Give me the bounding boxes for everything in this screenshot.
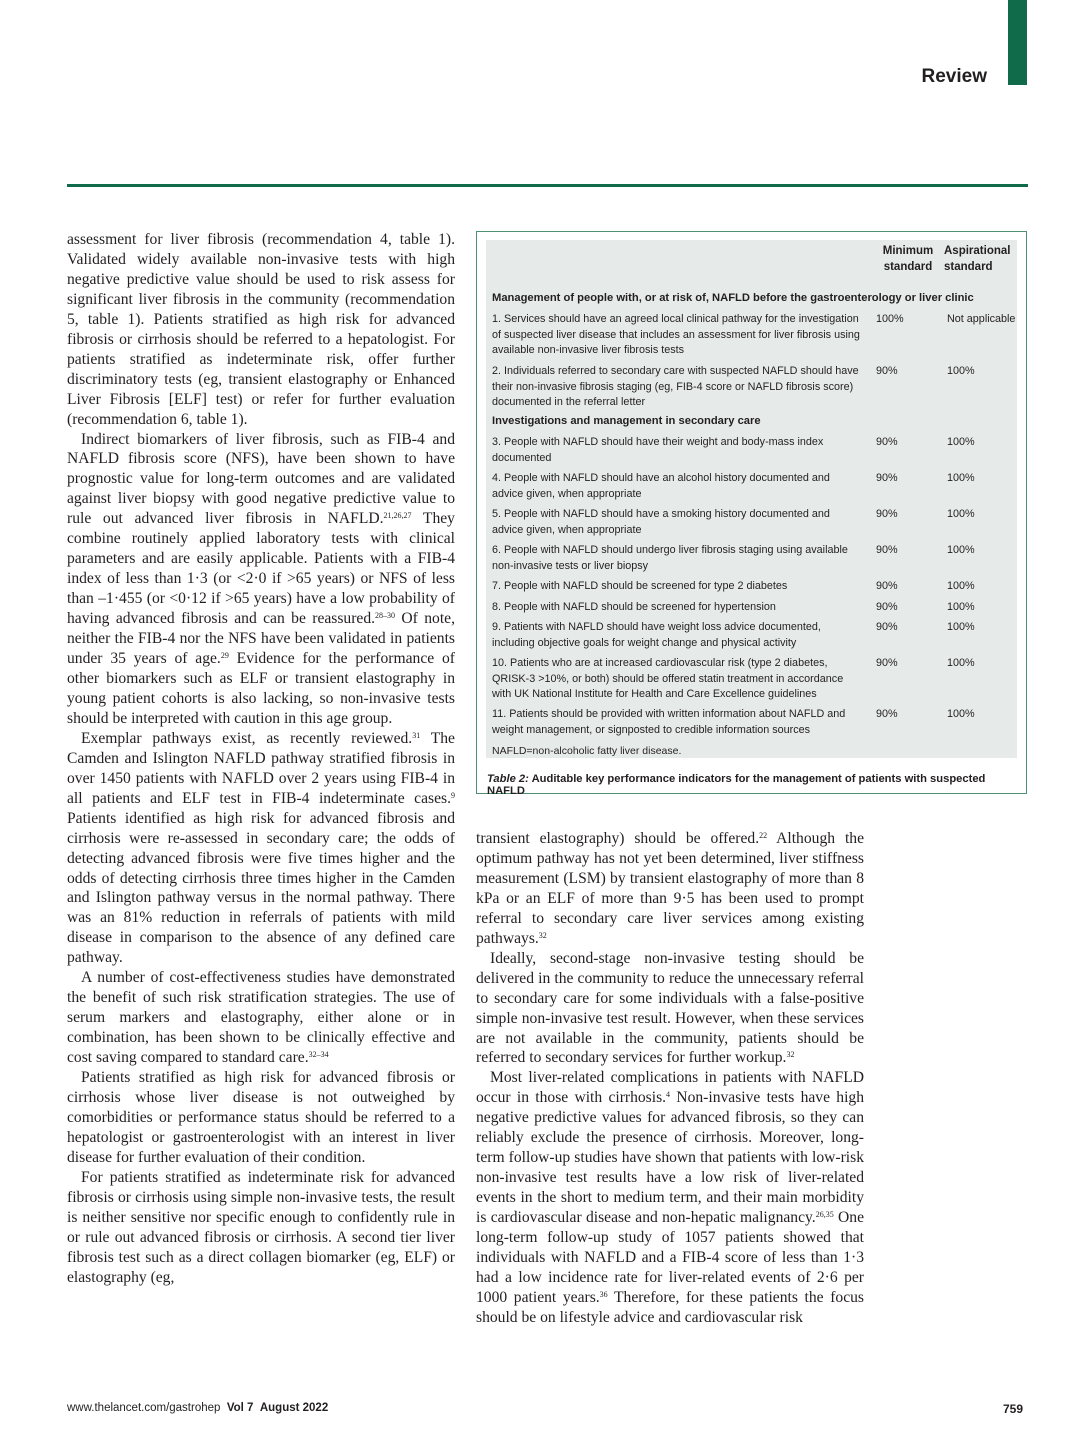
table-2: [476, 231, 1027, 797]
paragraph: Patients stratified as high risk for advanced fibrosis or cirrhosis whose liver disease is not outweighed by comorbidities or performance status should be referred to a hepatologist or gastroenterologist with an interest in liver disease for further evaluation of their condition.: [67, 1069, 455, 1166]
journal-url: www.thelancet.com/gastrohep: [67, 1402, 221, 1414]
column-header-aspirational: Aspirational standard: [944, 245, 1011, 273]
table-body: Minimum standard Aspirational standard Management of people with, or at risk of, NAFLD before the gastroenterology or liver clinic 1. Services should have an agreed local clinical pathway for the investigation of suspected liver disease that includes an assessment for liver fibrosis using available non-invasive liver fibrosis tests 100% Not applicable 2. Individuals referred to secondary care with suspected NAFLD should have their non-invasive fibrosis staging (eg, FIB-4 score or NAFLD fibrosis score) documented in the referral letter 90% 100% Investigations and management in secondary care 3. People with NAFLD should have their weight and body-mass index documented 90% 100% 4. People with NAFLD should have an alcohol history documented and advice given, when appropriate 90% 100% 5. People with NAFLD should have a smoking history documented and advice given, when appropriate 90% 100% 6. People with NAFLD should undergo liver fibrosis staging using available non-invasive tests or liver biopsy 90% 100% 7. People with NAFLD should be screened for type 2 diabetes 90% 100% 8. People with NAFLD should be screened for hypertension 90% 100% 9. Patients with NAFLD should have weight loss advice documented, including objective goals for weight change and physical activity 90% 100% 10. Patients who are at increased cardiovascular risk (type 2 diabetes, QRISK-3 >10%, or both) should be offered statin treatment in accordance with UK National Institute for Health and Care Excellence guidelines 90% 100% 11. Patients should be provided with written information about NAFLD and weight management, or signposted to credible information sources 90% 100% NAFLD=non-alcoholic fatty liver disease.: [486, 240, 1017, 758]
body-column-left: [67, 230, 455, 1288]
paragraph: Ideally, second-stage non-invasive testing should be delivered in the community to reduce the unnecessary referral to secondary care for some individuals with a false-positive simple non-invasive test result. However, when these services are not available in the community, patients should be referred to secondary services for further workup.$^{32}$: [476, 949, 864, 1067]
citation: 28–30: [375, 611, 396, 621]
citation: 36: [599, 1289, 608, 1299]
body-column-right: [476, 829, 864, 1328]
journal-date: August 2022: [259, 1402, 329, 1414]
citation: 32: [786, 1050, 795, 1060]
header-rule: [67, 184, 1028, 187]
section-label: Review: [921, 66, 987, 87]
citation: 32–34: [308, 1050, 329, 1060]
citation: 32: [538, 930, 547, 940]
citation: 22: [759, 831, 768, 840]
footer-citation: [67, 1402, 328, 1414]
section-color-tab: [1008, 0, 1027, 85]
page-number: 759: [1002, 1402, 1023, 1416]
citation: 9: [451, 790, 455, 800]
citation: 29: [220, 651, 229, 661]
citation: 31: [412, 730, 421, 740]
paragraph: For patients stratified as indeterminate risk for advanced fibrosis or cirrhosis using simple non-invasive tests, the result is neither sensitive nor specific enough to confidently rule in or rule out advanced fibrosis or cirrhosis. A second tier liver fibrosis test such as a direct collagen biomarker (eg, ELF) or elastography (eg,: [67, 1168, 455, 1286]
table-caption: Table 2: Auditable key performance indicators for the management of patients with suspected NAFLD: [487, 773, 986, 797]
table-caption-label: Table 2:: [487, 773, 529, 785]
paragraph: Indirect biomarkers of liver fibrosis, such as FIB-4 and NAFLD fibrosis score (NFS), have been shown to have prognostic value for long-term outcomes and are validated against liver biopsy with good negative predictive value to rule out advanced liver fibrosis in NAFLD.$^{21,26,27}$ They combine routinely applied laboratory tests with clinical parameters and are easily applicable. Patients with a FIB-4 index of less than 1·3 (or <2·0 if >65 years) or NFS of less than –1·455 (or <0·12 if >65 years) have a low probability of having advanced fibrosis and can be reassured.$^{28-30}$ Of note, neither the FIB-4 nor the NFS have been validated in patients under 35 years of age.$^{29}$ Evidence for the performance of other biomarkers such as ELF or transient elastography in young patient cohorts is also lacking, so non-invasive tests should be interpreted with caution in this age group.: [67, 430, 455, 727]
column-header-minimum: Minimum standard: [882, 245, 934, 273]
paragraph: Exemplar pathways exist, as recently reviewed.$^{31}$ The Camden and Islington NAFLD pathway stratified fibrosis in over 1450 patients with NAFLD over 2 years using FIB-4 in all patients and ELF test in FIB-4 indeterminate cases.$^9$ Patients identified as high risk for advanced fibrosis and cirrhosis were re-assessed in secondary care; the odds of detecting advanced fibrosis were five times higher and the odds of detecting cirrhosis three times higher in the Camden and Islington pathway versus in the normal pathway. There was an 81% reduction in referrals of patients with mild disease in comparison to the absence of any defined care pathway.: [67, 729, 455, 967]
table-section-heading: Management of people with, or at risk of, NAFLD before the gastroenterology or liver clinic: [492, 292, 974, 304]
paragraph: A number of cost-effectiveness studies have demonstrated the benefit of such risk stratification strategies. The use of serum markers and elastography, either alone or in combination, has been shown to be clinically effective and cost saving compared to standard care.$^{32-34}$: [67, 969, 455, 1067]
journal-volume: Vol 7: [226, 1402, 254, 1414]
citation: 26,35: [815, 1210, 834, 1220]
citation: 21,26,27: [383, 511, 412, 521]
paragraph: transient elastography) should be offered.$^{22}$ Although the optimum pathway has not yet been determined, liver stiffness measurement (LSM) by transient elastography of more than 8 kPa or an ELF of more than 9·5 has been used to prompt referral to secondary care liver services among existing pathways.$^{32}$: [476, 830, 864, 947]
table-footnote: NAFLD=non-alcoholic fatty liver disease.: [492, 745, 682, 757]
citation: 4: [666, 1090, 671, 1100]
paragraph: Most liver-related complications in patients with NAFLD occur in those with cirrhosis.$^4$ Non-invasive tests have high negative predictive values for advanced fibrosis, so they can reliably exclude the presence of cirrhosis. Moreover, long-term follow-up studies have shown that patients with low-risk non-invasive test results have a low risk of liver-related events in the short to medium term, and their main morbidity is cardiovascular disease and non-hepatic malignancy.$^{26,35}$ One long-term follow-up study of 1057 patients showed that individuals with NAFLD and a FIB-4 score of less than 1·3 had a low incidence rate for liver-related events of 2·6 per 1000 patient years.$^{36}$ Therefore, for these patients the focus should be on lifestyle advice and cardiovascular risk: [476, 1069, 864, 1326]
paragraph: assessment for liver fibrosis (recommendation 4, table 1). Validated widely available non-invasive tests with high negative predictive value should be used to risk assess for significant liver fibrosis in the community (recommendation 5, table 1). Patients stratified as high risk for advanced fibrosis or cirrhosis should be referred to a hepatologist. For patients stratified as indeterminate risk, offer further discriminatory tests (eg, transient elastography or Enhanced Liver Fibrosis [ELF] test) or refer for further evaluation (recommendation 6, table 1).: [67, 231, 455, 428]
table-section-heading: Investigations and management in secondary care: [492, 415, 761, 427]
